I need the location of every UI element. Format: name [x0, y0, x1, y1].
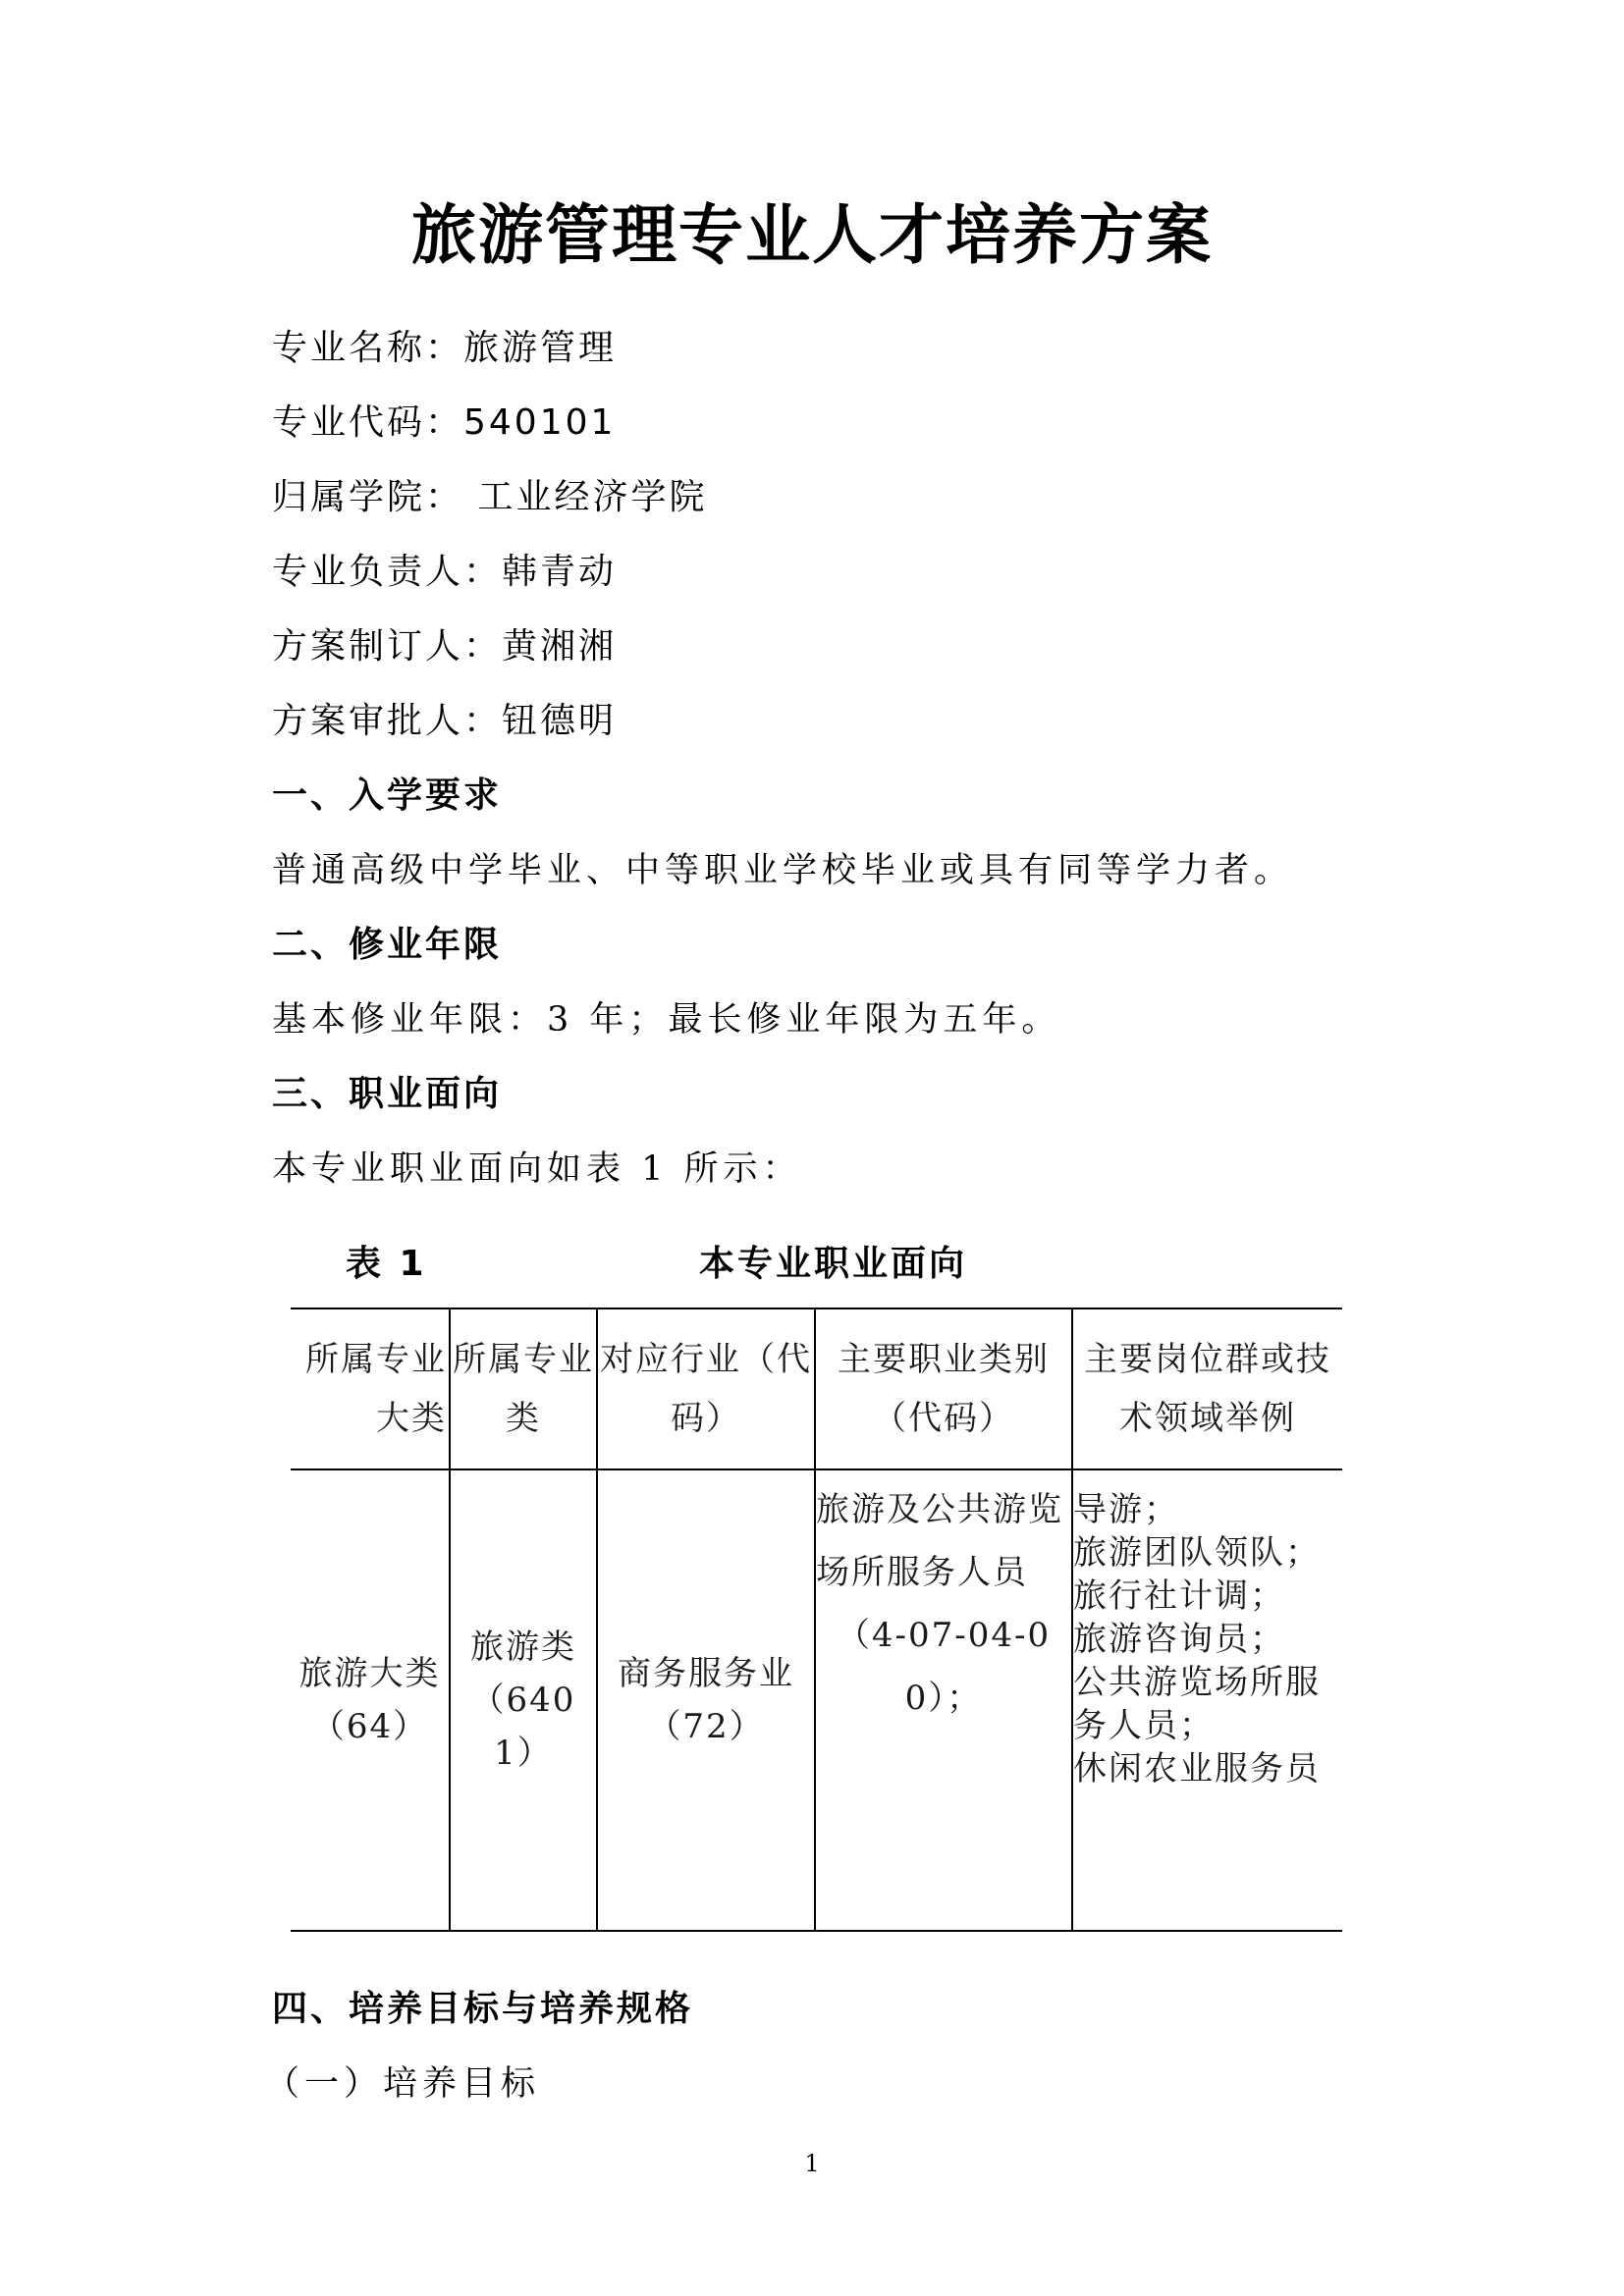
- header-industry: 对应行业（代码）: [597, 1308, 815, 1469]
- role-item: 旅游咨询员；: [1073, 1620, 1285, 1659]
- role-item: 公共游览场所服务人员；: [1073, 1663, 1321, 1745]
- college: 归属学院： 工业经济学院: [272, 477, 708, 517]
- header-occupation: 主要职业类别（代码）: [815, 1308, 1072, 1469]
- occupation-code: （4-07-04-00）；: [836, 1616, 1052, 1718]
- duration-text: 基本修业年限：3 年；最长修业年限为五年。: [272, 1000, 1061, 1040]
- cell-industry: 商务服务业（72）: [597, 1469, 815, 1931]
- page-number: 1: [804, 2150, 820, 2177]
- header-subclass: 所属专业类: [450, 1308, 597, 1469]
- cell-roles: [1072, 1469, 1342, 1931]
- admission-text: 普通高级中学毕业、中等职业学校毕业或具有同等学力者。: [272, 851, 1294, 890]
- cell-occupation: [815, 1469, 1072, 1931]
- subsection-heading-goals: （一）培养目标: [265, 2064, 541, 2104]
- cell-subclass: 旅游类（6401）: [450, 1469, 597, 1931]
- table-caption-title: 本专业职业面向: [699, 1244, 968, 1284]
- occupation-name: 旅游及公共游览场所服务人员: [816, 1490, 1063, 1592]
- cell-category: 旅游大类（64）: [291, 1469, 450, 1931]
- occupation-intro-text: 本专业职业面向如表 1 所示：: [272, 1149, 802, 1189]
- occupation-table: [291, 1308, 1342, 1932]
- plan-approver: 方案审批人：钮德明: [272, 701, 618, 741]
- header-roles: 主要岗位群或技术领域举例: [1072, 1308, 1342, 1469]
- table-caption-number: 表 1: [346, 1244, 427, 1284]
- major-name: 专业名称：旅游管理: [272, 328, 618, 368]
- role-item: 旅行社计调；: [1073, 1576, 1285, 1616]
- document-title: 旅游管理专业人才培养方案: [411, 197, 1213, 273]
- role-item: 导游；: [1073, 1490, 1179, 1529]
- section-heading-duration: 二、修业年限: [272, 925, 503, 965]
- major-code: 专业代码：540101: [272, 402, 617, 443]
- major-head: 专业负责人：韩青动: [272, 552, 618, 592]
- section-heading-occupation: 三、职业面向: [272, 1074, 503, 1114]
- table-header-row: [291, 1308, 1342, 1469]
- role-item: 旅游团队领队；: [1073, 1533, 1321, 1573]
- table-row: [291, 1469, 1342, 1931]
- plan-author: 方案制订人：黄湘湘: [272, 626, 618, 667]
- role-item: 休闲农业服务员: [1073, 1749, 1321, 1789]
- section-heading-goals: 四、培养目标与培养规格: [272, 1989, 694, 2029]
- header-category: 所属专业大类: [291, 1308, 450, 1469]
- section-heading-admission: 一、入学要求: [272, 775, 503, 816]
